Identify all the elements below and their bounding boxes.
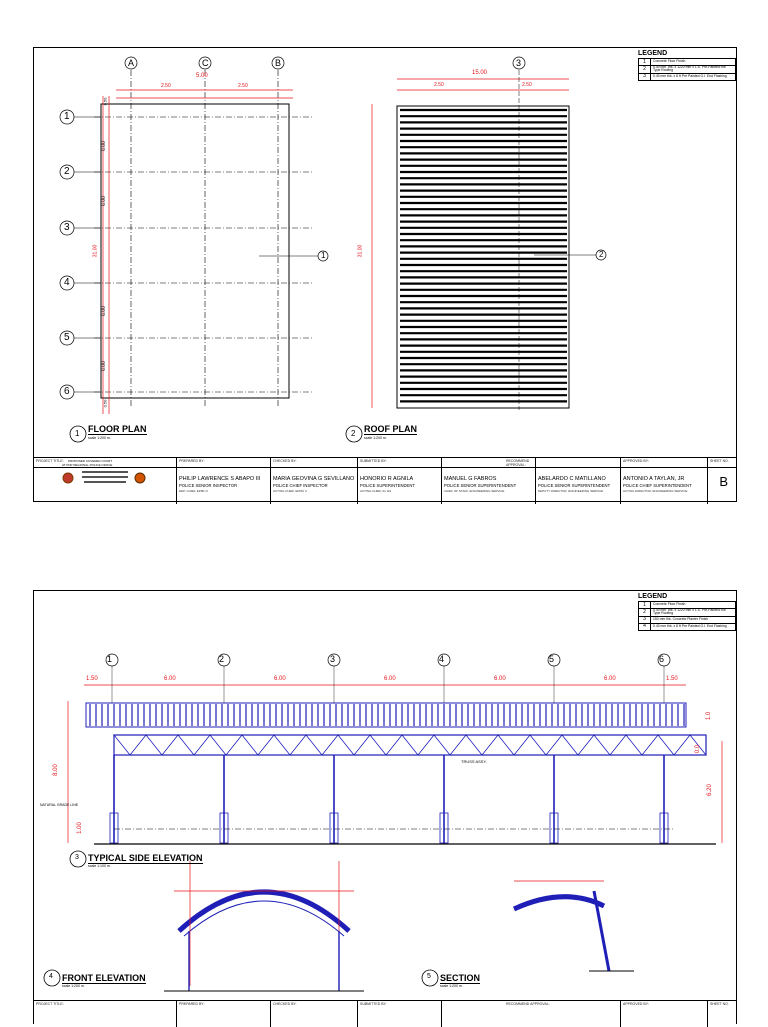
drawing-sheet-2	[33, 590, 737, 1024]
roof-plan-scale: scale 1:200 m.	[364, 436, 387, 440]
side-elevation-title: TYPICAL SIDE ELEVATION	[88, 853, 203, 863]
tb-prepared	[176, 458, 270, 504]
tb-prepared-rank: POLICE SENIOR INSPECTOR	[179, 483, 238, 488]
tb2-recommend	[441, 1001, 620, 1027]
tb-recommend2-rank: POLICE SENIOR SUPERINTENDENT	[538, 483, 611, 488]
tb-checked	[270, 458, 357, 504]
rp-total-width: 15.00	[472, 70, 488, 76]
tb-recommend1-position: CHIEF OF STAFF, ENGINEERING SERVICE	[444, 489, 505, 493]
grid-label-c: C	[202, 58, 209, 68]
legend-item	[639, 609, 736, 617]
side-height-top: 1.0	[706, 711, 713, 721]
fp-total-length: 31.00	[92, 244, 99, 258]
legend-sheet2	[638, 593, 736, 631]
tb-recommend2-position: DEPUTY DIRECTOR, ENGINEERING SERVICE	[538, 489, 604, 493]
floor-plan-number: 1	[75, 429, 80, 438]
fp-bay-length-4: 6.00	[100, 306, 107, 316]
side-height-right: 6.20	[706, 784, 713, 796]
legend-item	[639, 616, 736, 623]
legend-text: 0.40 mm. thk. x 1220 mm x L.S. Pre-Painted Rib Type Roofing	[651, 66, 736, 74]
tb2-approved-label: APPROVED BY:	[623, 1002, 649, 1006]
fp-bay-length-2: 6.00	[100, 196, 107, 206]
floor-plan-title: FLOOR PLAN	[88, 424, 147, 434]
legend-text: 0.40 mm. thk. x 1220 mm x L.S. Pre-Painted Rib Type Roofing	[651, 609, 736, 617]
legend-num: 3	[639, 616, 651, 623]
tb-recommend-1	[441, 458, 535, 504]
roof-plan-title: ROOF PLAN	[364, 424, 417, 434]
side-dim-4: 6.00	[384, 676, 396, 682]
roof-plan-number: 2	[351, 429, 356, 438]
pnp-seals	[34, 468, 176, 504]
legend-num: 2	[639, 66, 651, 74]
side-grid-label-5: 5	[549, 654, 555, 664]
truss-note: TRUSS ASSY.	[461, 759, 487, 764]
legend-item	[639, 73, 736, 80]
tb-submitted-rank: POLICE SUPERINTENDENT	[360, 483, 415, 488]
side-dim-6: 6.00	[604, 676, 616, 682]
section-title: SECTION	[440, 973, 481, 983]
side-grid-label-2: 2	[219, 654, 225, 664]
legend-num: 3	[639, 73, 651, 80]
tb-prepared-position: DEP. CHIEF, EPMU II	[179, 489, 208, 493]
legend-text: 0.40 mm thk. x 8 ft Pre Painted G.I. End Flashing	[651, 623, 736, 630]
tb-submitted	[357, 458, 441, 504]
tb-recommend1-name: MANUEL G FABROS	[444, 476, 497, 482]
side-dim-5: 6.00	[494, 676, 506, 682]
floor-plan-scale: scale 1:200 m.	[88, 436, 111, 440]
legend-num: 4	[639, 623, 651, 630]
tb2-submitted	[357, 1001, 441, 1027]
title-block-sheet1	[34, 457, 736, 504]
fp-bay-length-5: 6.00	[100, 361, 107, 371]
legend-table	[638, 601, 736, 631]
legend-item	[639, 66, 736, 74]
grid-label-a: A	[128, 58, 135, 68]
tb-checked-name: MARIA GEOVINA G SEVILLANO	[273, 476, 355, 482]
tb2-prepared-label: PREPARED BY:	[179, 1002, 205, 1006]
fp-end-bay-bottom: 0.50	[102, 399, 108, 408]
fp-bay-width-2: 2.50	[238, 83, 248, 89]
legend-item	[639, 623, 736, 630]
tb2-prepared	[176, 1001, 270, 1027]
tb-sheet-number: B	[719, 474, 728, 489]
side-dim-2: 6.00	[164, 676, 176, 682]
tb-checked-rank: POLICE CHIEF INSPECTOR	[273, 483, 328, 488]
side-grid-label-1: 1	[107, 654, 113, 664]
legend-text: 150 mm thk. Concrete Planter Finish	[651, 616, 736, 623]
tb2-project	[34, 1001, 176, 1027]
callout-label-rp: 2	[599, 250, 604, 259]
legend-text: Concrete Floor Finish	[651, 602, 736, 609]
tb-submitted-position: ACTING CHIEF, ID, ES	[360, 489, 392, 493]
tb-recommend2-name: ABELARDO C MATILLANO	[538, 476, 606, 482]
tb-project	[34, 458, 176, 504]
tb-approved-name: ANTONIO A TAYLAN, JR	[623, 476, 685, 482]
legend-num: 1	[639, 59, 651, 66]
legend-table	[638, 58, 736, 81]
side-grid-label-3: 3	[330, 654, 336, 664]
side-grid-label-4: 4	[439, 654, 445, 664]
rp-total-length: 31.00	[357, 244, 364, 258]
tb-checked-label: CHECKED BY:	[273, 459, 297, 463]
tb-submitted-name: HONORIO R AGNILA	[360, 476, 414, 482]
side-height-total: 8.00	[52, 764, 59, 776]
tb2-checked	[270, 1001, 357, 1027]
fp-bay-length-1: 6.00	[100, 141, 107, 151]
grid-label-2: 2	[64, 166, 70, 177]
side-dim-3: 6.00	[274, 676, 286, 682]
title-block-sheet2	[34, 1000, 736, 1027]
sheet2-grid-bubbles	[34, 591, 738, 1025]
tb2-project-label: PROJECT TITLE:	[36, 1002, 64, 1006]
legend-text: 0.40 mm thk. x 8 ft Pre Painted G.I. End Flashing	[651, 73, 736, 80]
tb-approved-position: ACTING DIRECTOR, ENGINEERING SERVICE	[623, 489, 688, 493]
side-base: 1.00	[76, 822, 83, 834]
tb-prepared-label: PREPARED BY:	[179, 459, 205, 463]
tb2-approved	[620, 1001, 707, 1027]
section-scale: scale 1:200 m.	[440, 984, 463, 988]
tb-recommend-label: RECOMMEND APPROVAL:	[506, 459, 530, 467]
grid-label-roof: 3	[516, 58, 522, 68]
grid-label-5: 5	[64, 332, 70, 343]
rp-bay-width-2: 2.50	[522, 82, 532, 88]
tb-approved-rank: POLICE CHIEF SUPERINTENDENT	[623, 483, 692, 488]
tb-project-line1: PROPOSED COVERED COURT	[68, 459, 113, 463]
tb-sheet	[707, 458, 736, 504]
legend-title: LEGEND	[638, 50, 668, 57]
callout-label-fp: 1	[321, 251, 326, 260]
fp-total-width: 5.00	[196, 73, 208, 79]
legend-sheet1	[638, 50, 736, 81]
section-number: 5	[427, 973, 431, 980]
tb2-submitted-label: SUBMITTED BY:	[360, 1002, 387, 1006]
legend-title: LEGEND	[638, 593, 668, 600]
side-elevation-scale: scale 1:100 m.	[88, 864, 111, 868]
front-elevation-scale: scale 1:200 m.	[62, 984, 85, 988]
grid-label-4: 4	[64, 277, 70, 288]
tb-project-label: PROJECT TITLE:	[36, 459, 64, 463]
legend-num: 2	[639, 609, 651, 617]
tb2-sheet-label: SHEET NO.	[710, 1002, 729, 1006]
drawing-sheet-1	[33, 47, 737, 502]
side-elevation-number: 3	[75, 854, 79, 861]
tb-approved	[620, 458, 707, 504]
natural-grade-note: NATURAL GRADE LINE	[40, 803, 79, 807]
tb2-sheet	[707, 1001, 736, 1027]
side-dim-1: 1.50	[86, 676, 98, 682]
tb2-recommend-label: RECOMMEND APPROVAL:	[506, 1002, 550, 1006]
side-grid-label-6: 6	[659, 654, 665, 664]
tb-sheet-label: SHEET NO.	[710, 459, 729, 463]
legend-text: Concrete Floor Finish	[651, 59, 736, 66]
side-dim-7: 1.50	[666, 676, 678, 682]
fp-bay-width-1: 2.50	[161, 83, 171, 89]
rp-bay-width-1: 2.50	[434, 82, 444, 88]
grid-label-6: 6	[64, 386, 70, 397]
grid-label-3: 3	[64, 222, 70, 233]
side-height-mid: 0.0	[695, 744, 702, 754]
tb-submitted-label: SUBMITTED BY:	[360, 459, 387, 463]
tb-checked-position: ACTING CHIEF, EPMU II	[273, 489, 307, 493]
grid-label-1: 1	[64, 111, 70, 122]
tb-approved-label: APPROVED BY:	[623, 459, 649, 463]
legend-num: 1	[639, 602, 651, 609]
tb-recommend1-rank: POLICE SENIOR SUPERINTENDENT	[444, 483, 517, 488]
grid-label-b: B	[275, 58, 282, 68]
tb2-checked-label: CHECKED BY:	[273, 1002, 297, 1006]
tb-recommend-2	[535, 458, 620, 504]
tb-project-line2: AT PNP REGIONAL POLICE OFFICE	[62, 463, 113, 467]
front-elevation-title: FRONT ELEVATION	[62, 973, 146, 983]
tb-prepared-name: PHILIP LAWRENCE S ABAPO III	[179, 476, 261, 482]
fp-end-bay-top: 0.50	[102, 97, 108, 106]
front-elevation-number: 4	[49, 973, 53, 980]
